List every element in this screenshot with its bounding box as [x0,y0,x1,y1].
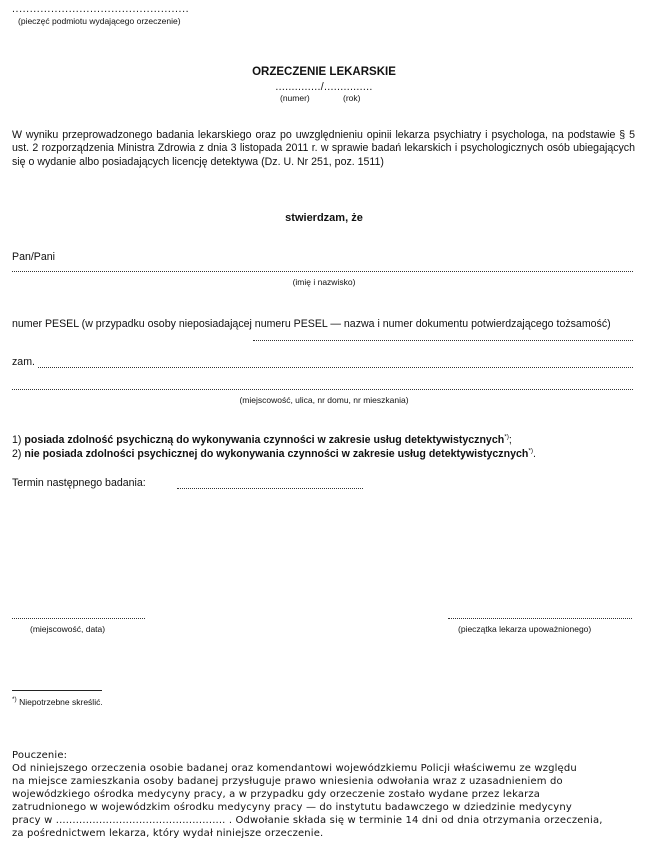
footnote-rule [12,690,102,691]
instruction-title: Pouczenie: [12,750,68,761]
pesel-text: numer PESEL (w przypadku osoby nieposiadającej numeru PESEL — nazwa i numer dokumentu potwierdzającego tożsamość) [12,318,611,330]
address-label: zam. [12,356,35,368]
place-date-field[interactable] [12,618,145,619]
address-caption: (miejscowość, ulica, nr domu, nr mieszkania) [239,395,409,405]
footnote-mark: *) [12,696,17,704]
option-1-footnote-mark: *) [504,433,509,441]
place-date-caption: (miejscowość, data) [30,624,106,634]
intro-paragraph: W wyniku przeprowadzonego badania lekarskiego oraz po uwzględnieniu opinii lekarza psychiatry i psychologa, na podstawie § 5 ust. 2 rozporządzenia Ministra Zdrowia z dnia 3 listopada 2011 r. w sprawie badań lekarskich i psychologicznych osób ubiegających się o wydanie albo posiadających licencję detektywa (Dz. U. Nr 251, poz. 1511) [12,129,635,168]
address-field-1[interactable] [38,367,633,368]
option-2-text: nie posiada zdolności psychicznej do wykonywania czynności w zakresie usług detektywistycznych [24,448,529,460]
statement-heading: stwierdzam, że [285,212,363,224]
number-line: ............../............... [275,81,373,93]
option-1-text: posiada zdolność psychiczną do wykonywania czynności w zakresie usług detektywistycznych [24,434,505,446]
instruction-line-1: Od niniejszego orzeczenia osobie badanej oraz komendantowi wojewódzkiemu Policji właściwemu ze względu [12,763,577,774]
instruction-line-5: pracy w ................................................... . Odwołanie składa się w terminie 14 dni od dnia otrzymania orzeczenia, [12,815,603,826]
address-field-2[interactable] [12,389,633,390]
option-2 [12,448,536,460]
stamp-caption: (pieczęć podmiotu wydającego orzeczenie) [18,16,181,26]
name-field[interactable] [12,271,633,272]
number-caption-numer: (numer) [280,93,310,103]
pesel-field[interactable] [253,340,633,341]
stamp-dotted-line: .................................................. [12,3,190,15]
document-title: ORZECZENIE LEKARSKIE [252,66,396,78]
name-caption: (imię i nazwisko) [292,277,356,287]
instruction-line-3: wojewódzkiego ośrodka medycyny pracy, a w przypadku gdy orzeczenie zostało wydane przez lekarza [12,789,541,800]
option-1-end: ; [508,434,512,446]
instruction-line-4: zatrudnionego w wojewódzkim ośrodku medycyny pracy — do instytutu badawczego w dziedzinie medycyny [12,802,572,813]
doctor-stamp-field[interactable] [448,618,632,619]
option-1 [12,434,512,446]
option-2-footnote-mark: *) [528,447,534,455]
pan-pani-label: Pan/Pani [12,251,55,263]
next-exam-field[interactable] [177,488,363,489]
doctor-stamp-caption: (pieczątka lekarza upoważnionego) [458,624,592,634]
next-exam-label: Termin następnego badania: [12,477,146,489]
option-1-prefix: 1) [12,434,25,446]
instruction-line-2: na miejsce zamieszkania osoby badanej przysługuje prawo wniesienia odwołania wraz z uzasadnieniem do [12,776,563,787]
instruction-line-6: za pośrednictwem lekarza, który wydał niniejsze orzeczenie. [12,828,324,839]
footnote [12,697,103,707]
option-2-prefix: 2) [12,448,25,460]
option-2-end: . [533,448,536,460]
footnote-text: Niepotrzebne skreślić. [19,697,103,707]
number-caption-rok: (rok) [343,93,361,103]
